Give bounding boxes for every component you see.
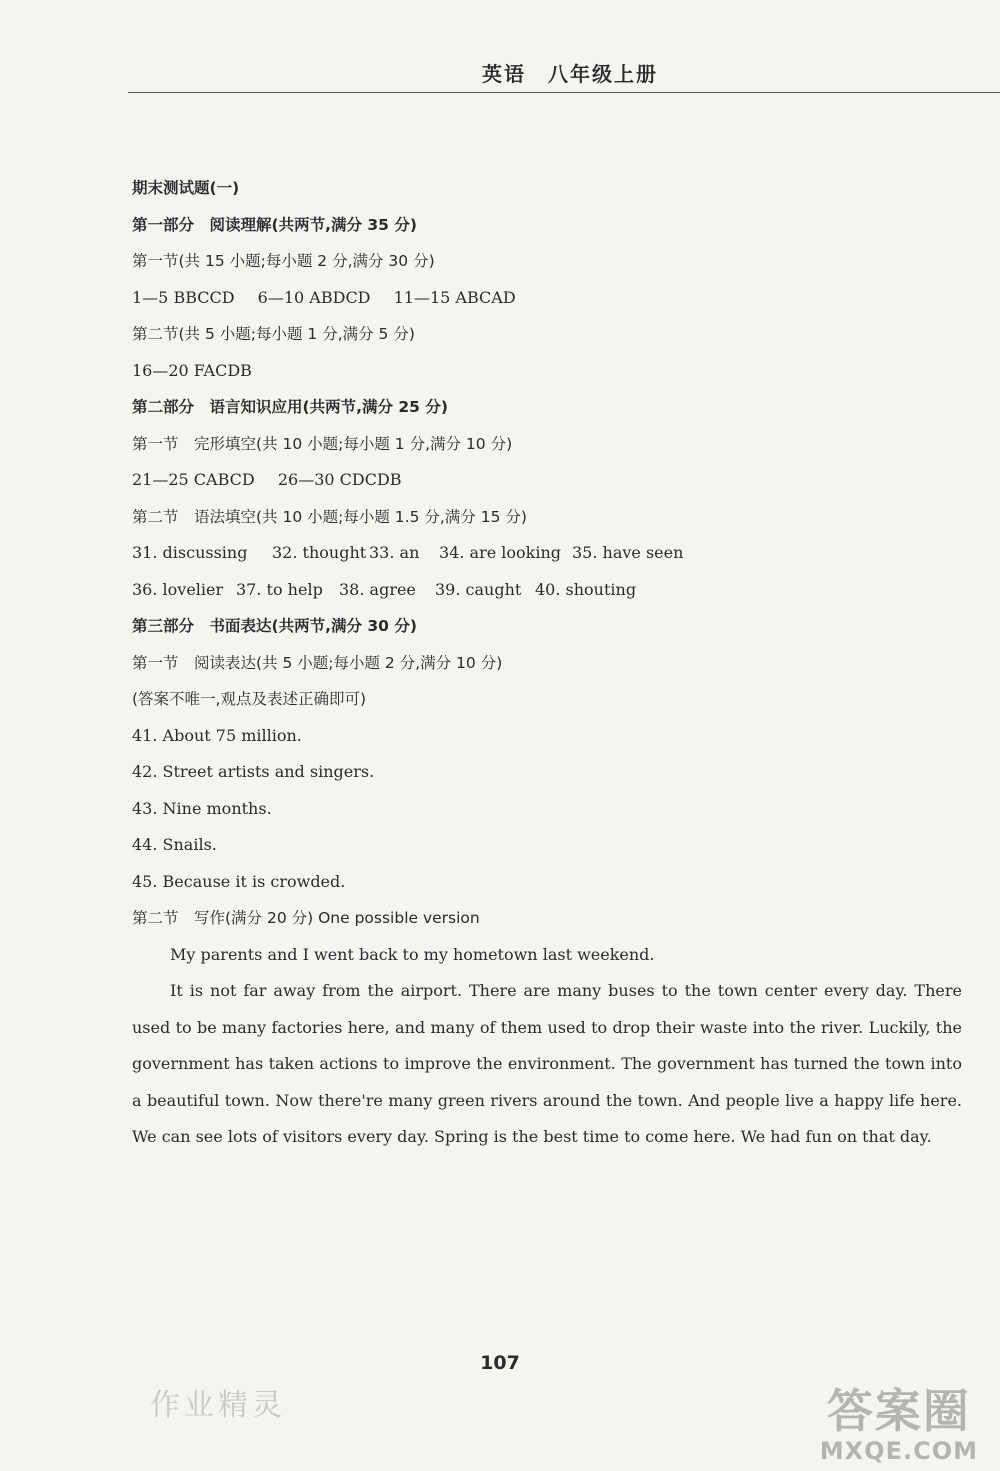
- part2-section2-title: 第二节 语法填空(共 10 小题;每小题 1.5 分,满分 15 分): [132, 507, 527, 526]
- stamp-logo: 作业精灵: [150, 1388, 286, 1423]
- part3-title: 第三部分 书面表达(共两节,满分 30 分): [132, 617, 417, 635]
- answer-group: 11—15 ABCAD: [393, 287, 516, 307]
- header-title: 英语 八年级上册: [482, 62, 658, 86]
- reading-answer: 44. Snails.: [132, 835, 217, 854]
- watermark-logo: [820, 1385, 978, 1465]
- part1-section2-answers: 16—20 FACDB: [132, 360, 252, 380]
- grammar-answer: 34. are looking: [439, 543, 562, 562]
- grammar-answers-row2: [132, 572, 962, 609]
- grammar-answer: 40. shouting: [535, 579, 637, 599]
- writing-section-title: 第二节 写作(满分 20 分) One possible version: [132, 909, 480, 927]
- watermark-title: 答案圈: [826, 1384, 971, 1438]
- part2-title: 第二部分 语言知识应用(共两节,满分 25 分): [132, 398, 448, 416]
- essay-paragraph-2: It is not far away from the airport. There are many buses to the town center every day. There used to be many factories here, and many of them used to drop their waste into the river. Luckily, the government has taken actions to improve the environment. The government has turned the town into a beautiful town. Now there're many green rivers around the town. And people live a happy life here. We can see lots of visitors every day. Spring is the best time to come here. We had fun on that day.: [132, 981, 962, 1146]
- grammar-answer: 39. caught: [435, 579, 522, 599]
- answer-note: (答案不唯一,观点及表述正确即可): [132, 690, 367, 708]
- watermark-url: MXQE.COM: [819, 1437, 978, 1465]
- grammar-answer: 32. thought: [272, 543, 367, 562]
- answer-group: 26—30 CDCDB: [277, 470, 402, 489]
- part1-title: 第一部分 阅读理解(共两节,满分 35 分): [132, 215, 417, 234]
- reading-answer: 45. Because it is crowded.: [132, 871, 346, 891]
- reading-answer: 41. About 75 million.: [132, 725, 302, 745]
- grammar-answers-row1: [132, 535, 962, 572]
- answer-group: 6—10 ABDCD: [257, 287, 371, 307]
- header-rule: [128, 92, 1000, 93]
- grammar-answer: 37. to help: [236, 579, 323, 599]
- part1-section2-title: 第二节(共 5 小题;每小题 1 分,满分 5 分): [132, 325, 415, 343]
- part3-section1-title: 第一节 阅读表达(共 5 小题;每小题 2 分,满分 10 分): [132, 653, 503, 672]
- grammar-answer: 33. an: [369, 543, 420, 562]
- grammar-answer: 38. agree: [339, 579, 416, 599]
- answer-group: 21—25 CABCD: [132, 470, 255, 489]
- page-number: 107: [480, 1352, 520, 1374]
- reading-answer: 43. Nine months.: [132, 798, 272, 818]
- part2-section1-title: 第一节 完形填空(共 10 小题;每小题 1 分,满分 10 分): [132, 434, 513, 453]
- part1-section1-answers: [132, 280, 962, 317]
- part1-section1-title: 第一节(共 15 小题;每小题 2 分,满分 30 分): [132, 252, 435, 270]
- answer-content: [132, 170, 962, 1156]
- answer-group: 1—5 BBCCD: [132, 287, 235, 307]
- exam-title: 期末测试题(一): [132, 179, 240, 197]
- reading-answer: 42. Street artists and singers.: [132, 762, 375, 781]
- grammar-answer: 35. have seen: [572, 543, 684, 562]
- grammar-answer: 36. lovelier: [132, 579, 224, 599]
- part2-section1-answers: [132, 462, 962, 499]
- grammar-answer: 31. discussing: [132, 543, 248, 562]
- essay-paragraph-1: My parents and I went back to my hometown last weekend.: [170, 944, 655, 964]
